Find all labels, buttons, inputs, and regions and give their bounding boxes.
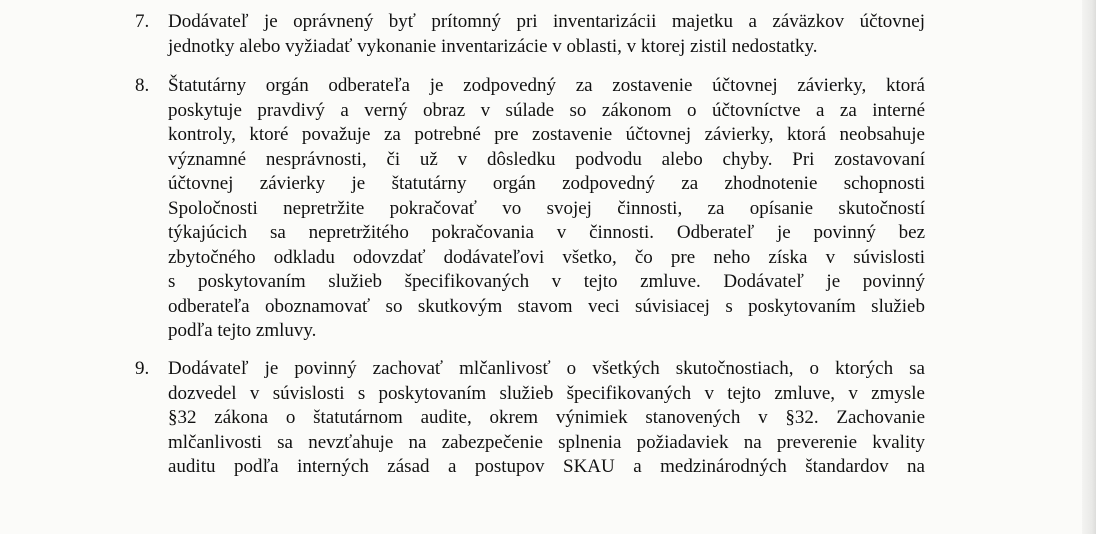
text-line: poskytuje pravdivý a verný obraz v súlade so zákonom o účtovníctve a za interné <box>168 99 925 121</box>
text-line: účtovnej závierky je štatutárny orgán zodpovedný za zhodnotenie schopnosti <box>168 173 925 194</box>
text-line: Dodávateľ je oprávnený byť prítomný pri inventarizácii majetku a záväzkov účtovnej <box>168 11 925 32</box>
text-line: významné nesprávnosti, či už v dôsledku podvodu alebo chyby. Pri zostavovaní <box>168 148 925 170</box>
text-line: auditu podľa interných zásad a postupov SKAU a medzinárodných štandardov na <box>168 456 925 477</box>
text-line: mlčanlivosti sa nevzťahuje na zabezpečenie splnenia požiadaviek na preverenie kvality <box>168 431 925 453</box>
text-line: Spoločnosti nepretržite pokračovať vo svojej činnosti, za opísanie skutočností <box>168 197 925 219</box>
list-item-8 <box>135 74 925 344</box>
item-text <box>168 357 925 480</box>
item-number: 8. <box>135 75 150 96</box>
text-line: podľa tejto zmluvy. <box>168 320 317 341</box>
text-line: kontroly, ktoré považuje za potrebné pre zostavenie účtovnej závierky, ktorá neobsahuje <box>168 124 925 145</box>
text-line: Dodávateľ je povinný zachovať mlčanlivosť o všetkých skutočnostiach, o ktorých sa <box>168 358 925 379</box>
item-number: 7. <box>135 11 150 32</box>
page-edge-shadow <box>1082 0 1096 534</box>
text-line: §32 zákona o štatutárnom audite, okrem výnimiek stanovených v §32. Zachovanie <box>168 407 925 428</box>
text-line: dozvedel v súvislosti s poskytovaním služieb špecifikovaných v tejto zmluve, v zmysle <box>168 382 925 404</box>
list-item-9 <box>135 357 925 480</box>
item-text <box>168 10 925 59</box>
item-text <box>168 74 925 344</box>
text-line: Štatutárny orgán odberateľa je zodpovedný za zostavenie účtovnej závierky, ktorá <box>168 75 925 96</box>
text-line: jednotky alebo vyžiadať vykonanie inventarizácie v oblasti, v ktorej zistil nedostatky. <box>168 35 818 57</box>
text-line: týkajúcich sa nepretržitého pokračovania v činnosti. Odberateľ je povinný bez <box>168 222 925 243</box>
text-line: s poskytovaním služieb špecifikovaných v tejto zmluve. Dodávateľ je povinný <box>168 271 925 292</box>
item-number: 9. <box>135 358 150 379</box>
text-line: odberateľa oboznamovať so skutkovým stavom veci súvisiacej s poskytovaním služieb <box>168 295 925 317</box>
text-line: zbytočného odkladu odovzdať dodávateľovi všetko, čo pre neho získa v súvislosti <box>168 246 925 268</box>
list-item-7 <box>135 10 925 59</box>
